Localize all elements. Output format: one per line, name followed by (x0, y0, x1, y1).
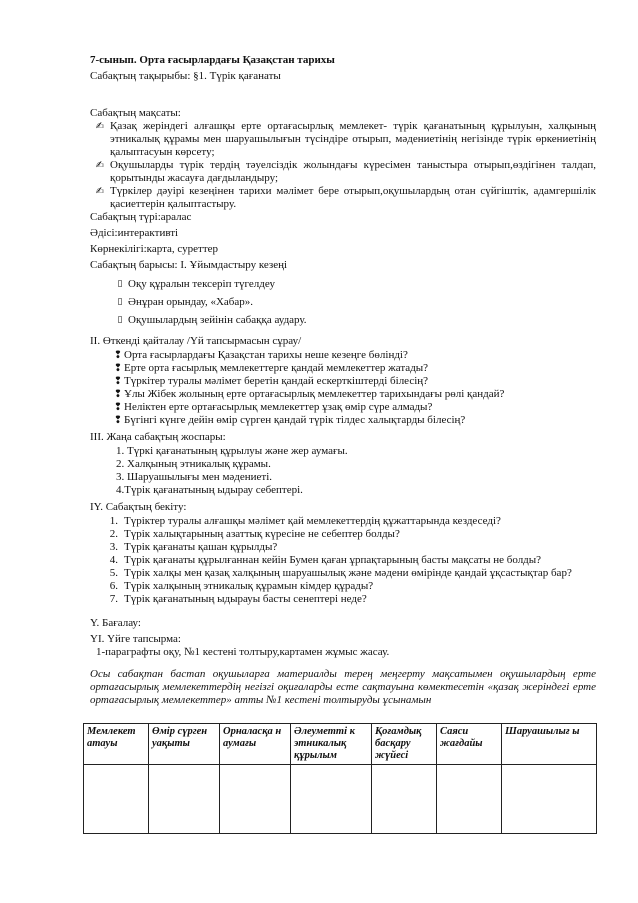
goals-heading: Сабақтың мақсаты: (90, 107, 181, 119)
list-item: 4. Түрік қағанаты құрылғаннан кейін Бумен қаған ұрпақтарының басты мақсаты не болды? (109, 554, 542, 566)
heart-bullet-icon: ❢ (113, 389, 123, 400)
heart-bullet-icon: ❢ (113, 415, 123, 426)
heart-bullet-icon: ❢ (113, 402, 123, 413)
table-cell[interactable] (220, 765, 291, 834)
grading-homework (90, 617, 596, 659)
note-text: Осы сабақтан бастап оқушыларға материалды терең меңгерту мақсатымен оқушылардың ерте ортағасырлық мемлекеттердің негізгі оқиғаларды есте сақтауына көмектесетін «қазақ жеріндегі ерте ортағасырлық мемлекеттер» атты №1 кестені толтыруды ұсынамын (90, 668, 596, 706)
lesson-progress: Сабақтың барысы: I. Ұйымдастыру кезеңі (90, 259, 288, 271)
homework-heading: YI. Үйге тапсырма: (90, 633, 181, 645)
table-header-cell: Қоғамдық басқару жүйесі (372, 724, 437, 765)
heart-bullet-icon: ❢ (113, 350, 123, 361)
consolidate-section (90, 501, 596, 606)
review-heading: II. Өткенді қайталау /Үй тапсырмасын сұрау/ (90, 335, 302, 347)
plan-heading: III. Жаңа сабақтың жоспары: (90, 431, 226, 443)
heart-bullet-icon: ❢ (113, 363, 123, 374)
list-item: ❢ Түркітер туралы мәлімет беретін қандай ескерткіштерді білесің? (113, 375, 429, 387)
heart-bullet-icon: ❢ (113, 376, 123, 387)
plan-item: 4.Түрік қағанатының ыдырау себептері. (116, 484, 303, 496)
list-item: ▯ Оқушылардың зейінін сабаққа аудару. (112, 314, 596, 332)
teacher-note (90, 668, 596, 707)
table-row (84, 765, 597, 834)
list-item: ❢ Ерте орта ғасырлық мемлекеттерге қандай мемлекеттер жатады? (113, 362, 429, 374)
table-cell[interactable] (84, 765, 149, 834)
table-cell[interactable] (437, 765, 502, 834)
lesson-visual: Көрнекілігі:карта, суреттер (90, 243, 219, 255)
grading-heading: Y. Бағалау: (90, 617, 141, 629)
lesson-topic: Сабақтың тақырыбы: §1. Түрік қағанаты (90, 70, 281, 82)
list-item: ▯ Әнұран орындау, «Хабар». (112, 296, 596, 314)
list-item: 6. Түрік халқының этникалық құрамын кімдер құрады? (109, 580, 374, 592)
table-cell[interactable] (291, 765, 372, 834)
table-header-cell: Өмір сүрген уақыты (149, 724, 220, 765)
writing-hand-icon: ✍ (95, 121, 105, 132)
list-item: ▯ Оқу құралын тексеріп түгелдеу (112, 278, 596, 296)
homework-text: 1-параграфты оқу, №1 кестені толтыру,картамен жұмыс жасау. (96, 646, 390, 658)
goal-item: ✍ Түркілер дәуірі кезеңінен тарихи мәлімет бере отырып,оқушылардың отан сүйгіштік, адамгершілік қасиеттерін қалыптастыру. (90, 185, 596, 211)
list-item: 2. Түрік халықтарының азаттық күресіне не себептер болды? (109, 528, 400, 540)
plan-section (90, 431, 596, 497)
consolidate-heading: IY. Сабақтың бекіту: (90, 501, 187, 513)
document-title: 7-сынып. Орта ғасырлардағы Қазақстан тарихы (90, 54, 335, 66)
plan-item: 2. Халқының этникалық құрамы. (116, 458, 271, 470)
writing-hand-icon: ✍ (95, 160, 105, 171)
table-header-cell: Орналасқа н аумағы (220, 724, 291, 765)
writing-hand-icon: ✍ (95, 186, 105, 197)
list-item: ❢ Ұлы Жібек жолының ерте ортағасырлық мемлекеттер тарихындағы рөлі қандай? (113, 388, 505, 400)
table-header-cell: Мемлекет атауы (84, 724, 149, 765)
list-item: ❢ Орта ғасырлардағы Қазақстан тарихы неше кезеңге бөлінді? (113, 349, 408, 361)
header (90, 54, 596, 83)
goal-item: ✍ Оқушыларды түрік тердің тәуелсіздік жолындағы күресімен таныстыра отырып,өздігінен талдап, қорытынды жасауға дағдыландыру; (90, 159, 596, 185)
list-item: 5. Түрік халқы мен қазақ халқының шаруашылық және мәдени өмірінде қандай ұқсастықтар бар? (109, 567, 572, 579)
org-list (112, 278, 596, 332)
table-header-cell: Әлеуметті к этникалық құрылым (291, 724, 372, 765)
table-header-cell: Саяси жағдайы (437, 724, 502, 765)
table-cell[interactable] (149, 765, 220, 834)
square-bullet-icon: ▯ (117, 297, 123, 307)
goal-item: ✍ Қазақ жеріндегі алғашқы ерте ортағасырлық мемлекет- түрік қағанатының құрылуын, халқының этникалық құрамы мен шаруашылығын түсіндіре отырып, мәдениетінің негізінде түрік өркениетінің қалыптасуын көрсету; (90, 120, 596, 159)
table-header-row (84, 724, 597, 765)
plan-item: 3. Шаруашылығы мен мәдениеті. (116, 471, 273, 483)
table-cell[interactable] (372, 765, 437, 834)
lesson-type: Сабақтың түрі:аралас (90, 211, 192, 223)
lesson-method: Әдісі:интерактивті (90, 227, 179, 239)
review-section (90, 335, 596, 427)
table-cell[interactable] (502, 765, 597, 834)
lesson-meta (90, 211, 596, 272)
square-bullet-icon: ▯ (117, 279, 123, 289)
list-item: ❢ Бүгінгі күнге дейін өмір сүрген қандай түрік тілдес халықтарды білесің? (113, 414, 466, 426)
list-item: 3. Түрік қағанаты қашан құрылды? (109, 541, 278, 553)
list-item: 7. Түрік қағанатының ыдырауы басты сенептері неде? (109, 593, 367, 605)
list-item: 1. Түріктер туралы алғашқы мәлімет қай мемлекеттердің құжаттарында кездеседі? (109, 515, 501, 527)
state-table (83, 723, 597, 834)
plan-item: 1. Түркі қағанатының құрылуы және жер аумағы. (116, 445, 348, 457)
list-item: ❢ Неліктен ерте ортағасырлық мемлекеттер ұзақ өмір сүре алмады? (113, 401, 433, 413)
square-bullet-icon: ▯ (117, 315, 123, 325)
goals-section (90, 107, 596, 211)
table-header-cell: Шаруашылығ ы (502, 724, 597, 765)
